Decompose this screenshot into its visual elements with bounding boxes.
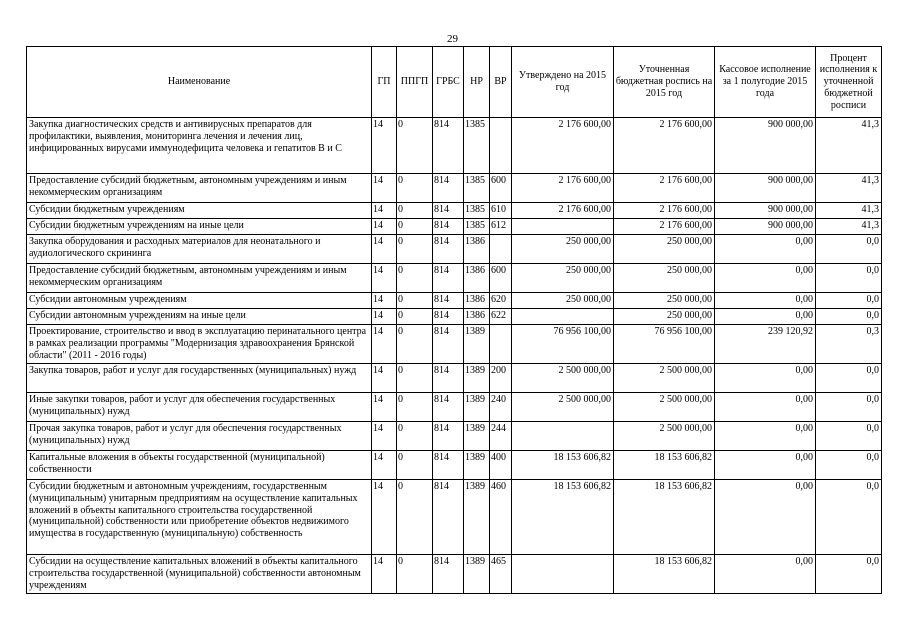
- cell-ppgp: 0: [397, 422, 433, 451]
- table-row: [27, 364, 882, 393]
- cell-approved: 250 000,00: [512, 264, 614, 293]
- cell-name: Субсидии автономным учреждениям: [27, 293, 372, 309]
- cell-name: Субсидии бюджетным учреждениям: [27, 203, 372, 219]
- cell-refined: 2 176 600,00: [614, 219, 715, 235]
- cell-grbs: 814: [433, 364, 464, 393]
- header-cash: Кассовое исполнение за 1 полугодие 2015 года: [715, 47, 816, 118]
- cell-refined: 18 153 606,82: [614, 555, 715, 594]
- cell-np: 1385: [464, 219, 490, 235]
- cell-percent: 0,0: [816, 309, 882, 325]
- header-name: Наименование: [27, 47, 372, 118]
- cell-ppgp: 0: [397, 293, 433, 309]
- table-header-row: [27, 47, 882, 118]
- cell-cash: 0,00: [715, 422, 816, 451]
- cell-gp: 14: [372, 174, 397, 203]
- header-gp: ГП: [372, 47, 397, 118]
- cell-gp: 14: [372, 325, 397, 364]
- cell-refined: 250 000,00: [614, 309, 715, 325]
- cell-cash: 900 000,00: [715, 174, 816, 203]
- cell-np: 1385: [464, 203, 490, 219]
- cell-gp: 14: [372, 235, 397, 264]
- cell-approved: [512, 555, 614, 594]
- budget-table: [26, 46, 882, 594]
- cell-cash: 239 120,92: [715, 325, 816, 364]
- cell-vr: 465: [490, 555, 512, 594]
- table-row: [27, 393, 882, 422]
- table-row: [27, 118, 882, 174]
- cell-ppgp: 0: [397, 364, 433, 393]
- cell-cash: 0,00: [715, 480, 816, 555]
- cell-name: Проектирование, строительство и ввод в эксплуатацию перинатального центра в рамках реализации программы "Модернизация здравоохранения Брянской области" (2011 - 2016 годы): [27, 325, 372, 364]
- cell-cash: 0,00: [715, 235, 816, 264]
- cell-refined: 250 000,00: [614, 293, 715, 309]
- cell-vr: 460: [490, 480, 512, 555]
- cell-percent: 41,3: [816, 118, 882, 174]
- cell-cash: 0,00: [715, 293, 816, 309]
- cell-cash: 0,00: [715, 309, 816, 325]
- cell-ppgp: 0: [397, 219, 433, 235]
- cell-ppgp: 0: [397, 555, 433, 594]
- cell-ppgp: 0: [397, 451, 433, 480]
- cell-vr: 612: [490, 219, 512, 235]
- cell-percent: 0,0: [816, 293, 882, 309]
- cell-grbs: 814: [433, 393, 464, 422]
- cell-vr: 620: [490, 293, 512, 309]
- cell-vr: 610: [490, 203, 512, 219]
- cell-refined: 2 176 600,00: [614, 118, 715, 174]
- cell-np: 1389: [464, 480, 490, 555]
- cell-vr: 244: [490, 422, 512, 451]
- cell-cash: 900 000,00: [715, 118, 816, 174]
- table-row: [27, 235, 882, 264]
- header-approved: Утверждено на 2015 год: [512, 47, 614, 118]
- cell-vr: 600: [490, 264, 512, 293]
- cell-np: 1386: [464, 264, 490, 293]
- cell-np: 1389: [464, 422, 490, 451]
- cell-percent: 0,0: [816, 235, 882, 264]
- cell-ppgp: 0: [397, 309, 433, 325]
- cell-percent: 0,0: [816, 393, 882, 422]
- cell-cash: 0,00: [715, 451, 816, 480]
- cell-percent: 41,3: [816, 174, 882, 203]
- cell-ppgp: 0: [397, 235, 433, 264]
- cell-np: 1389: [464, 364, 490, 393]
- table-row: [27, 422, 882, 451]
- table-row: [27, 325, 882, 364]
- cell-approved: 18 153 606,82: [512, 451, 614, 480]
- cell-ppgp: 0: [397, 264, 433, 293]
- cell-percent: 0,0: [816, 422, 882, 451]
- cell-approved: [512, 219, 614, 235]
- cell-percent: 0,3: [816, 325, 882, 364]
- cell-name: Субсидии автономным учреждениям на иные цели: [27, 309, 372, 325]
- cell-approved: 2 176 600,00: [512, 203, 614, 219]
- table-row: [27, 219, 882, 235]
- cell-approved: [512, 422, 614, 451]
- cell-approved: 2 176 600,00: [512, 118, 614, 174]
- cell-refined: 18 153 606,82: [614, 451, 715, 480]
- cell-approved: 2 500 000,00: [512, 364, 614, 393]
- cell-approved: 2 176 600,00: [512, 174, 614, 203]
- cell-percent: 0,0: [816, 555, 882, 594]
- cell-name: Субсидии на осуществление капитальных вложений в объекты капитального строительства государственной (муниципальной) собственности автономным учреждениям: [27, 555, 372, 594]
- cell-grbs: 814: [433, 309, 464, 325]
- cell-ppgp: 0: [397, 480, 433, 555]
- header-np: НР: [464, 47, 490, 118]
- cell-percent: 41,3: [816, 203, 882, 219]
- cell-grbs: 814: [433, 293, 464, 309]
- cell-name: Закупка товаров, работ и услуг для государственных (муниципальных) нужд: [27, 364, 372, 393]
- cell-vr: 622: [490, 309, 512, 325]
- cell-approved: 76 956 100,00: [512, 325, 614, 364]
- cell-gp: 14: [372, 422, 397, 451]
- cell-refined: 250 000,00: [614, 235, 715, 264]
- cell-grbs: 814: [433, 264, 464, 293]
- cell-gp: 14: [372, 480, 397, 555]
- cell-percent: 41,3: [816, 219, 882, 235]
- cell-grbs: 814: [433, 325, 464, 364]
- cell-np: 1386: [464, 293, 490, 309]
- cell-vr: [490, 235, 512, 264]
- cell-np: 1389: [464, 393, 490, 422]
- cell-percent: 0,0: [816, 264, 882, 293]
- cell-np: 1389: [464, 451, 490, 480]
- cell-approved: [512, 309, 614, 325]
- header-ppgp: ППГП: [397, 47, 433, 118]
- cell-approved: 18 153 606,82: [512, 480, 614, 555]
- cell-cash: 0,00: [715, 264, 816, 293]
- cell-np: 1385: [464, 174, 490, 203]
- cell-ppgp: 0: [397, 174, 433, 203]
- table-row: [27, 480, 882, 555]
- cell-cash: 0,00: [715, 393, 816, 422]
- table-row: [27, 451, 882, 480]
- cell-gp: 14: [372, 293, 397, 309]
- cell-name: Субсидии бюджетным учреждениям на иные цели: [27, 219, 372, 235]
- cell-cash: 0,00: [715, 555, 816, 594]
- cell-refined: 2 500 000,00: [614, 364, 715, 393]
- cell-gp: 14: [372, 393, 397, 422]
- cell-vr: 240: [490, 393, 512, 422]
- cell-vr: 600: [490, 174, 512, 203]
- cell-refined: 18 153 606,82: [614, 480, 715, 555]
- cell-approved: 250 000,00: [512, 235, 614, 264]
- cell-refined: 2 176 600,00: [614, 174, 715, 203]
- table-row: [27, 555, 882, 594]
- cell-grbs: 814: [433, 235, 464, 264]
- cell-np: 1385: [464, 118, 490, 174]
- cell-approved: 2 500 000,00: [512, 393, 614, 422]
- cell-refined: 2 176 600,00: [614, 203, 715, 219]
- cell-grbs: 814: [433, 118, 464, 174]
- cell-name: Закупка оборудования и расходных материалов для неонатального и аудиологического скрининга: [27, 235, 372, 264]
- cell-vr: 200: [490, 364, 512, 393]
- cell-refined: 250 000,00: [614, 264, 715, 293]
- cell-name: Капитальные вложения в объекты государственной (муниципальной) собственности: [27, 451, 372, 480]
- cell-refined: 2 500 000,00: [614, 393, 715, 422]
- header-percent: Процент исполнения к уточненной бюджетной росписи: [816, 47, 882, 118]
- cell-vr: [490, 118, 512, 174]
- cell-grbs: 814: [433, 203, 464, 219]
- cell-percent: 0,0: [816, 364, 882, 393]
- cell-gp: 14: [372, 451, 397, 480]
- table-row: [27, 309, 882, 325]
- cell-cash: 900 000,00: [715, 203, 816, 219]
- cell-gp: 14: [372, 264, 397, 293]
- cell-approved: 250 000,00: [512, 293, 614, 309]
- cell-vr: 400: [490, 451, 512, 480]
- cell-grbs: 814: [433, 480, 464, 555]
- cell-grbs: 814: [433, 555, 464, 594]
- cell-ppgp: 0: [397, 393, 433, 422]
- cell-ppgp: 0: [397, 118, 433, 174]
- cell-name: Субсидии бюджетным и автономным учреждениям, государственным (муниципальным) унитарным предприятиям на осуществление капитальных вложений в объекты капитального строительства государственной (муниципальной) собственности или приобретение объектов недвижимого имущества в государственную (муниципальную) собственность: [27, 480, 372, 555]
- table-row: [27, 264, 882, 293]
- cell-name: Прочая закупка товаров, работ и услуг для обеспечения государственных (муниципальных) нужд: [27, 422, 372, 451]
- cell-np: 1386: [464, 309, 490, 325]
- cell-vr: [490, 325, 512, 364]
- cell-percent: 0,0: [816, 480, 882, 555]
- header-refined: Уточненная бюджетная роспись на 2015 год: [614, 47, 715, 118]
- cell-name: Предоставление субсидий бюджетным, автономным учреждениям и иным некоммерческим организациям: [27, 174, 372, 203]
- cell-grbs: 814: [433, 219, 464, 235]
- cell-gp: 14: [372, 118, 397, 174]
- cell-name: Закупка диагностических средств и антивирусных препаратов для профилактики, выявления, мониторинга лечения и лечения лиц, инфицированных вирусами иммунодефицита человека и гепатитов В и С: [27, 118, 372, 174]
- cell-grbs: 814: [433, 174, 464, 203]
- cell-name: Предоставление субсидий бюджетным, автономным учреждениям и иным некоммерческим организациям: [27, 264, 372, 293]
- table-row: [27, 174, 882, 203]
- header-vr: ВР: [490, 47, 512, 118]
- cell-np: 1389: [464, 325, 490, 364]
- cell-grbs: 814: [433, 451, 464, 480]
- cell-cash: 900 000,00: [715, 219, 816, 235]
- cell-gp: 14: [372, 219, 397, 235]
- cell-gp: 14: [372, 364, 397, 393]
- header-grbs: ГРБС: [433, 47, 464, 118]
- table-row: [27, 203, 882, 219]
- cell-refined: 76 956 100,00: [614, 325, 715, 364]
- page-number: 29: [447, 33, 458, 45]
- cell-np: 1389: [464, 555, 490, 594]
- table-row: [27, 293, 882, 309]
- cell-ppgp: 0: [397, 203, 433, 219]
- cell-grbs: 814: [433, 422, 464, 451]
- cell-gp: 14: [372, 309, 397, 325]
- cell-np: 1386: [464, 235, 490, 264]
- cell-cash: 0,00: [715, 364, 816, 393]
- cell-name: Иные закупки товаров, работ и услуг для обеспечения государственных (муниципальных) нужд: [27, 393, 372, 422]
- cell-gp: 14: [372, 555, 397, 594]
- cell-refined: 2 500 000,00: [614, 422, 715, 451]
- cell-ppgp: 0: [397, 325, 433, 364]
- cell-gp: 14: [372, 203, 397, 219]
- cell-percent: 0,0: [816, 451, 882, 480]
